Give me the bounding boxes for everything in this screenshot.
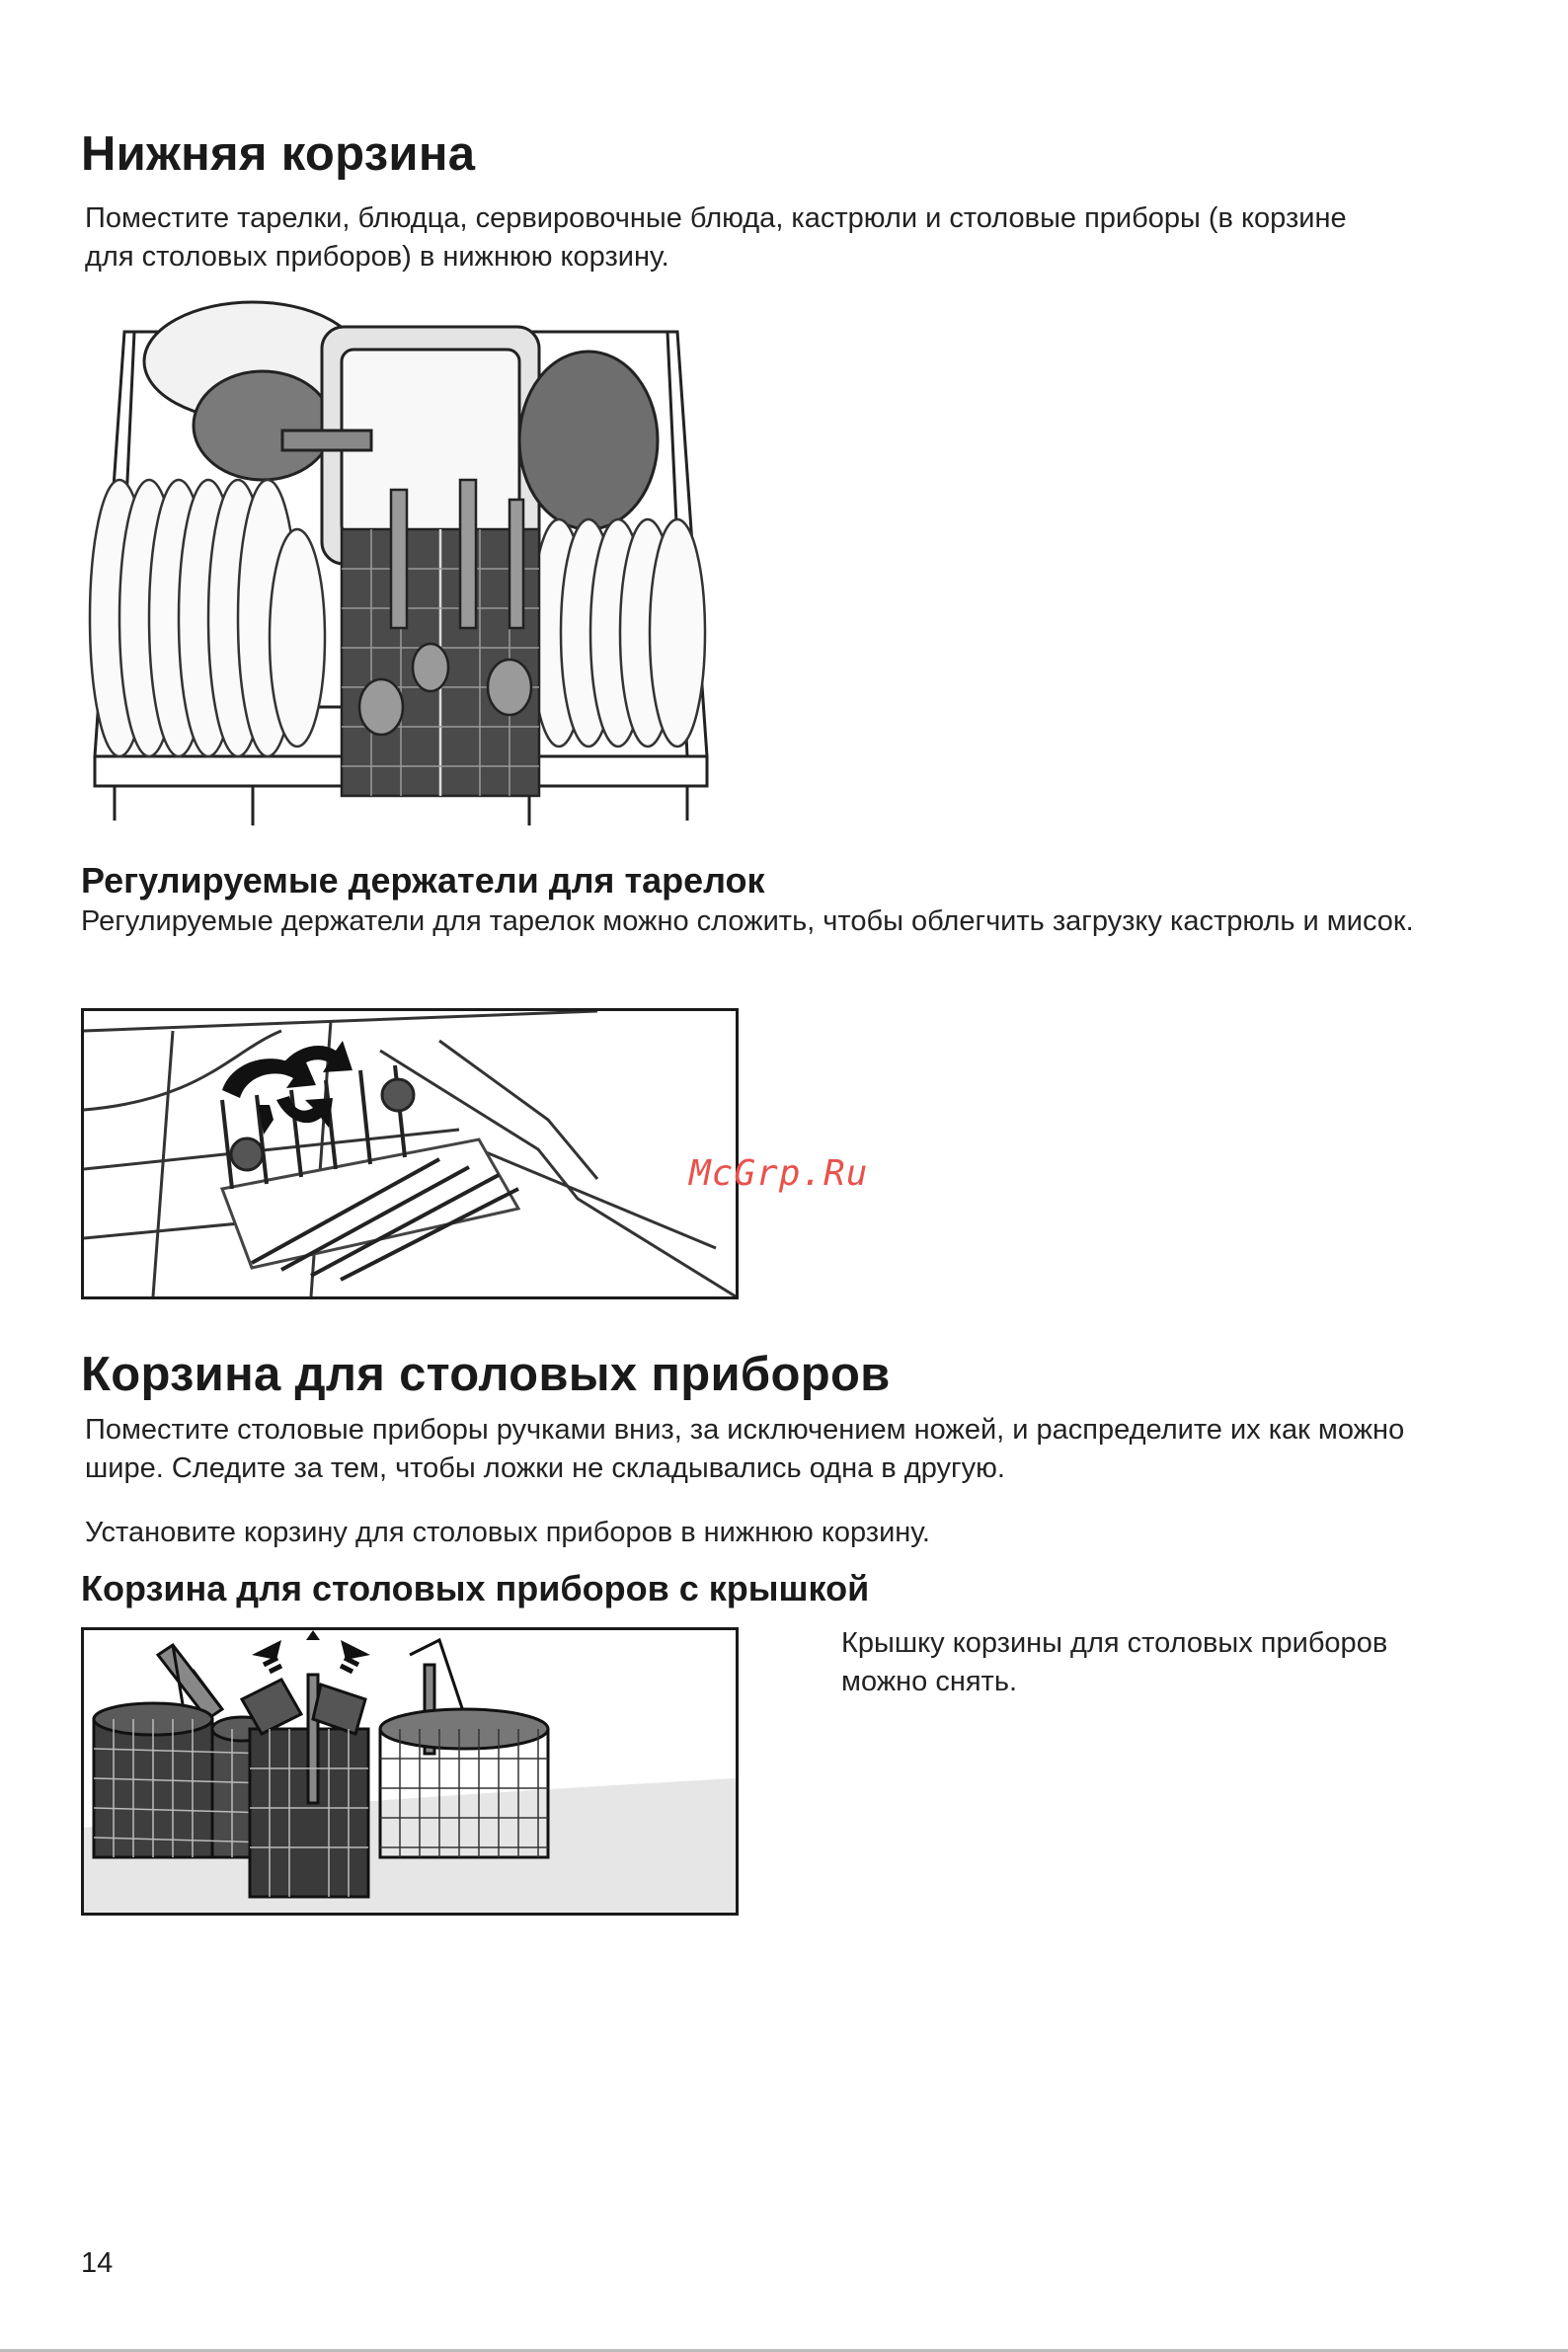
plate-holders-description: Регулируемые держатели для тарелок можно сложить, чтобы облегчить загрузку кастрюль и мисок. [81, 905, 1414, 937]
lid-removable-note: Крышку корзины для столовых приборов можно снять. [841, 1627, 1388, 1697]
section-title-lower-basket: Нижняя корзина [81, 127, 476, 181]
page-number: 14 [81, 2247, 114, 2279]
cutlery-basket-lid-illustration [81, 1627, 739, 1916]
cutlery-basket-placement: Установите корзину для столовых приборов в нижнюю корзину. [85, 1517, 930, 1548]
watermark-text: McGrp.Ru [689, 1153, 869, 1194]
section-title-cutlery-basket-lid: Корзина для столовых приборов с крышкой [81, 1568, 870, 1608]
plate-holders-illustration [81, 1008, 739, 1299]
lower-basket-description: Поместите тарелки, блюдца, сервировочные блюда, кастрюли и столовые приборы (в корзине для столовых приборов) в нижнюю корзину. [85, 202, 1347, 273]
section-title-cutlery-basket: Корзина для столовых приборов [81, 1348, 891, 1401]
cutlery-basket-instructions: Поместите столовые приборы ручками вниз, за исключением ножей, и распределите их как можно шире. Следите за тем, чтобы ложки не складывались одна в другую. [85, 1414, 1405, 1484]
section-title-plate-holders: Регулируемые держатели для тарелок [81, 860, 765, 901]
lower-basket-illustration [75, 292, 717, 833]
